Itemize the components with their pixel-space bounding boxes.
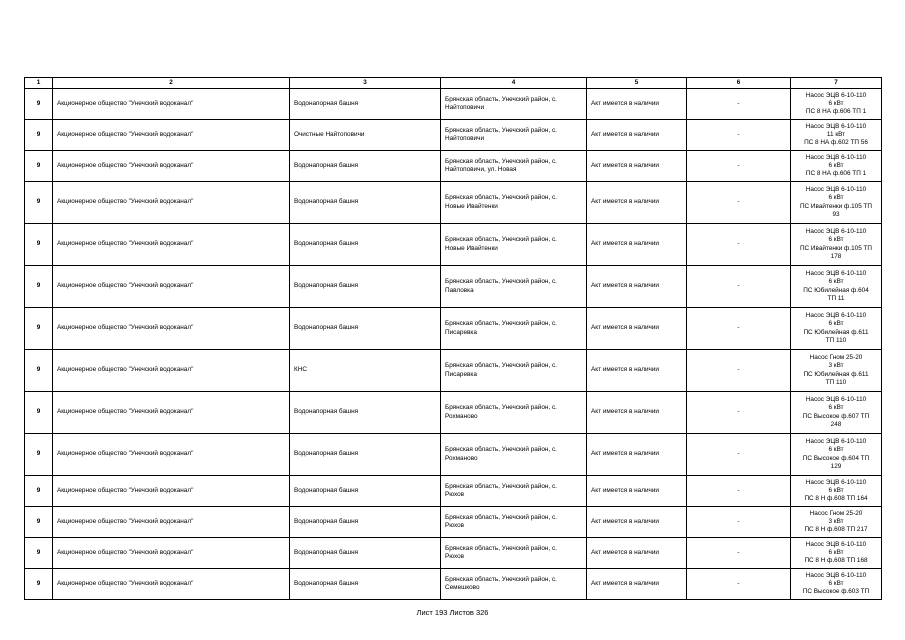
organization-cell: Акционерное общество "Унечский водоканал" [53, 392, 290, 434]
table-row [25, 569, 882, 600]
address-line: Писаревка [445, 328, 477, 336]
table-row [25, 538, 882, 569]
address-line: Новые Ивайтенки [445, 202, 498, 210]
equipment-line: Насос Гном 25-20 [809, 509, 863, 517]
column-header-3: 3 [290, 78, 441, 89]
equipment-line: Насос ЭЦВ 6-10-110 [805, 438, 867, 446]
organization-cell: Акционерное общество "Унечский водоканал" [53, 266, 290, 308]
address-line: Брянская область, Унечский район, с. [445, 320, 557, 328]
table-row [25, 350, 882, 392]
equipment-line: ПС Высокое ф.604 ТП [802, 454, 870, 462]
object-name-cell: Очистные Найтоповичи [290, 120, 441, 151]
address-line: Найтоповичи, ул. Новая [445, 166, 517, 173]
note-cell: - [687, 182, 791, 224]
row-number-cell: 9 [25, 434, 53, 476]
note-cell: - [687, 350, 791, 392]
table-row [25, 434, 882, 476]
address-cell [441, 392, 587, 434]
address-cell [441, 308, 587, 350]
note-cell: - [687, 507, 791, 538]
organization-cell: Акционерное общество "Унечский водоканал" [53, 350, 290, 392]
object-name-cell: Водонапорная башня [290, 507, 441, 538]
equipment-line: ПС Ивайтенки ф.105 ТП [799, 244, 873, 252]
object-name-cell: Водонапорная башня [290, 224, 441, 266]
equipment-line: 6 кВт [828, 278, 844, 286]
address-line: Брянская область, Унечский район, с. [445, 513, 557, 521]
address-line: Рюхов [445, 522, 465, 529]
equipment-line: 3 кВт [828, 517, 844, 525]
equipment-cell [791, 350, 882, 392]
act-status-cell: Акт имеется в наличии [587, 507, 687, 538]
address-line: Брянская область, Унечский район, с. [445, 362, 557, 370]
row-number-cell: 9 [25, 476, 53, 507]
address-line: Брянская область, Унечский район, с. [445, 404, 557, 412]
row-number-cell: 9 [25, 224, 53, 266]
address-line: Брянская область, Унечский район, с. [445, 446, 557, 454]
note-cell: - [687, 392, 791, 434]
table-row [25, 476, 882, 507]
object-name-cell: Водонапорная башня [290, 434, 441, 476]
address-line: Найтоповичи [445, 104, 485, 111]
column-header-7: 7 [791, 78, 882, 89]
equipment-line: Насос Гном 25-20 [809, 354, 863, 362]
equipment-cell [791, 151, 882, 182]
equipment-line: 6 кВт [828, 579, 844, 587]
object-name-cell: КНС [290, 350, 441, 392]
document-table [24, 77, 882, 600]
table-row [25, 120, 882, 151]
equipment-line: ПС 8 Н ф.608 ТП 217 [804, 526, 868, 534]
equipment-line: Насос ЭЦВ 6-10-110 [805, 396, 867, 404]
address-cell [441, 151, 587, 182]
row-number-cell: 9 [25, 569, 53, 600]
equipment-cell [791, 476, 882, 507]
note-cell: - [687, 266, 791, 308]
equipment-line: ТП 11 [827, 294, 845, 302]
act-status-cell: Акт имеется в наличии [587, 151, 687, 182]
equipment-cell [791, 89, 882, 120]
column-header-2: 2 [53, 78, 290, 89]
row-number-cell: 9 [25, 350, 53, 392]
row-number-cell: 9 [25, 89, 53, 120]
organization-cell: Акционерное общество "Унечский водоканал" [53, 507, 290, 538]
row-number-cell: 9 [25, 507, 53, 538]
address-line: Брянская область, Унечский район, с. [445, 575, 557, 583]
note-cell: - [687, 434, 791, 476]
equipment-line: 178 [830, 252, 842, 260]
equipment-line: 6 кВт [828, 194, 844, 202]
equipment-cell [791, 507, 882, 538]
address-cell [441, 538, 587, 569]
address-line: Брянская область, Унечский район, с. [445, 482, 557, 490]
equipment-line: 6 кВт [828, 446, 844, 454]
equipment-line: ПС 8 Н ф.608 ТП 168 [804, 557, 868, 565]
equipment-line: ПС Юбилейная ф.611 [803, 370, 869, 378]
table-row [25, 266, 882, 308]
column-header-6: 6 [687, 78, 791, 89]
address-line: Писаревка [445, 370, 477, 378]
address-cell [441, 350, 587, 392]
note-cell: - [687, 308, 791, 350]
act-status-cell: Акт имеется в наличии [587, 476, 687, 507]
equipment-cell [791, 182, 882, 224]
equipment-line: ТП 110 [825, 378, 847, 386]
address-line: Брянская область, Унечский район, с. [445, 278, 557, 286]
note-cell: - [687, 476, 791, 507]
equipment-line: ПС Высокое ф.607 ТП [802, 412, 870, 420]
equipment-line: 129 [830, 462, 842, 470]
note-cell: - [687, 120, 791, 151]
address-cell [441, 224, 587, 266]
act-status-cell: Акт имеется в наличии [587, 308, 687, 350]
object-name-cell: Водонапорная башня [290, 266, 441, 308]
equipment-line: Насос ЭЦВ 6-10-110 [805, 571, 867, 579]
equipment-line: ПС Ивайтенки ф.105 ТП [799, 202, 873, 210]
act-status-cell: Акт имеется в наличии [587, 120, 687, 151]
address-line: Брянская область, Унечский район, с. [445, 194, 557, 202]
act-status-cell: Акт имеется в наличии [587, 89, 687, 120]
row-number-cell: 9 [25, 308, 53, 350]
equipment-line: ПС 8 НА ф.606 ТП 1 [805, 170, 867, 178]
equipment-cell [791, 308, 882, 350]
note-cell: - [687, 569, 791, 600]
equipment-cell [791, 569, 882, 600]
note-cell: - [687, 538, 791, 569]
address-line: Павловка [445, 286, 474, 294]
equipment-line: Насос ЭЦВ 6-10-110 [805, 270, 867, 278]
address-line: Семешково [445, 584, 480, 591]
note-cell: - [687, 89, 791, 120]
act-status-cell: Акт имеется в наличии [587, 569, 687, 600]
object-name-cell: Водонапорная башня [290, 308, 441, 350]
equipment-line: ПС 8 НА ф.602 ТП 56 [804, 139, 868, 147]
equipment-line: Насос ЭЦВ 6-10-110 [805, 228, 867, 236]
table-row [25, 224, 882, 266]
organization-cell: Акционерное общество "Унечский водоканал" [53, 569, 290, 600]
organization-cell: Акционерное общество "Унечский водоканал" [53, 538, 290, 569]
organization-cell: Акционерное общество "Унечский водоканал" [53, 224, 290, 266]
row-number-cell: 9 [25, 266, 53, 308]
equipment-line: ПС Юбилейная ф.611 [803, 328, 869, 336]
organization-cell: Акционерное общество "Унечский водоканал" [53, 89, 290, 120]
column-header-4: 4 [441, 78, 587, 89]
equipment-line: Насос ЭЦВ 6-10-110 [805, 153, 867, 161]
table-body [25, 89, 882, 600]
equipment-line: 6 кВт [828, 486, 844, 494]
object-name-cell: Водонапорная башня [290, 89, 441, 120]
address-line: Рохманово [445, 412, 478, 420]
act-status-cell: Акт имеется в наличии [587, 224, 687, 266]
act-status-cell: Акт имеется в наличии [587, 434, 687, 476]
equipment-line: Насос ЭЦВ 6-10-110 [805, 91, 867, 99]
address-line: Брянская область, Унечский район, с. [445, 95, 557, 103]
act-status-cell: Акт имеется в наличии [587, 182, 687, 224]
address-cell [441, 89, 587, 120]
equipment-cell [791, 392, 882, 434]
equipment-line: 11 кВт [826, 130, 846, 138]
equipment-line: Насос ЭЦВ 6-10-110 [805, 186, 867, 194]
address-cell [441, 476, 587, 507]
address-line: Брянская область, Унечский район, с. [445, 126, 557, 134]
equipment-line: 3 кВт [828, 362, 844, 370]
organization-cell: Акционерное общество "Унечский водоканал" [53, 182, 290, 224]
address-cell [441, 507, 587, 538]
equipment-line: Насос ЭЦВ 6-10-110 [805, 312, 867, 320]
equipment-line: ПС Юбилейная ф.604 [803, 286, 869, 294]
equipment-line: ПС Высокое ф.603 ТП [802, 588, 870, 596]
equipment-line: 6 кВт [828, 320, 844, 328]
row-number-cell: 9 [25, 151, 53, 182]
address-cell [441, 182, 587, 224]
row-number-cell: 9 [25, 538, 53, 569]
table-row [25, 182, 882, 224]
equipment-line: Насос ЭЦВ 6-10-110 [805, 122, 867, 130]
equipment-line: Насос ЭЦВ 6-10-110 [805, 540, 867, 548]
row-number-cell: 9 [25, 120, 53, 151]
object-name-cell: Водонапорная башня [290, 392, 441, 434]
equipment-line: ПС 8 Н ф.608 ТП 164 [804, 495, 868, 503]
note-cell: - [687, 151, 791, 182]
organization-cell: Акционерное общество "Унечский водоканал" [53, 120, 290, 151]
act-status-cell: Акт имеется в наличии [587, 266, 687, 308]
address-cell [441, 569, 587, 600]
table-row [25, 89, 882, 120]
address-line: Брянская область, Унечский район, с. [445, 236, 557, 244]
organization-cell: Акционерное общество "Унечский водоканал" [53, 434, 290, 476]
equipment-line: 6 кВт [828, 236, 844, 244]
column-header-5: 5 [587, 78, 687, 89]
equipment-cell [791, 120, 882, 151]
object-name-cell: Водонапорная башня [290, 182, 441, 224]
act-status-cell: Акт имеется в наличии [587, 538, 687, 569]
page-footer: Лист 193 Листов 326 [416, 608, 489, 617]
table-row [25, 151, 882, 182]
object-name-cell: Водонапорная башня [290, 538, 441, 569]
address-cell [441, 434, 587, 476]
equipment-line: 93 [832, 210, 840, 218]
act-status-cell: Акт имеется в наличии [587, 392, 687, 434]
table-row [25, 507, 882, 538]
table-row [25, 308, 882, 350]
equipment-line: 6 кВт [828, 99, 844, 107]
organization-cell: Акционерное общество "Унечский водоканал" [53, 476, 290, 507]
address-line: Рохманово [445, 454, 478, 462]
object-name-cell: Водонапорная башня [290, 151, 441, 182]
object-name-cell: Водонапорная башня [290, 476, 441, 507]
equipment-line: Насос ЭЦВ 6-10-110 [805, 478, 867, 486]
row-number-cell: 9 [25, 392, 53, 434]
address-line: Брянская область, Унечский район, с. [445, 157, 557, 165]
table-row [25, 392, 882, 434]
equipment-line: 248 [830, 420, 842, 428]
header-row [25, 78, 882, 89]
equipment-cell [791, 434, 882, 476]
organization-cell: Акционерное общество "Унечский водоканал" [53, 151, 290, 182]
column-header-1: 1 [25, 78, 53, 89]
act-status-cell: Акт имеется в наличии [587, 350, 687, 392]
row-number-cell: 9 [25, 182, 53, 224]
equipment-line: 6 кВт [828, 404, 844, 412]
address-cell [441, 120, 587, 151]
address-line: Рюхов [445, 491, 465, 498]
equipment-line: ПС 8 НА ф.606 ТП 1 [805, 108, 867, 116]
organization-cell: Акционерное общество "Унечский водоканал" [53, 308, 290, 350]
address-line: Рюхов [445, 553, 465, 560]
address-line: Новые Ивайтенки [445, 244, 498, 252]
equipment-cell [791, 538, 882, 569]
address-cell [441, 266, 587, 308]
equipment-line: 6 кВт [828, 548, 844, 556]
document-table-container [24, 77, 881, 600]
equipment-cell [791, 266, 882, 308]
note-cell: - [687, 224, 791, 266]
object-name-cell: Водонапорная башня [290, 569, 441, 600]
equipment-line: 6 кВт [828, 161, 844, 169]
address-line: Найтоповичи [445, 135, 485, 142]
equipment-cell [791, 224, 882, 266]
address-line: Брянская область, Унечский район, с. [445, 544, 557, 552]
equipment-line: ТП 110 [825, 336, 847, 344]
